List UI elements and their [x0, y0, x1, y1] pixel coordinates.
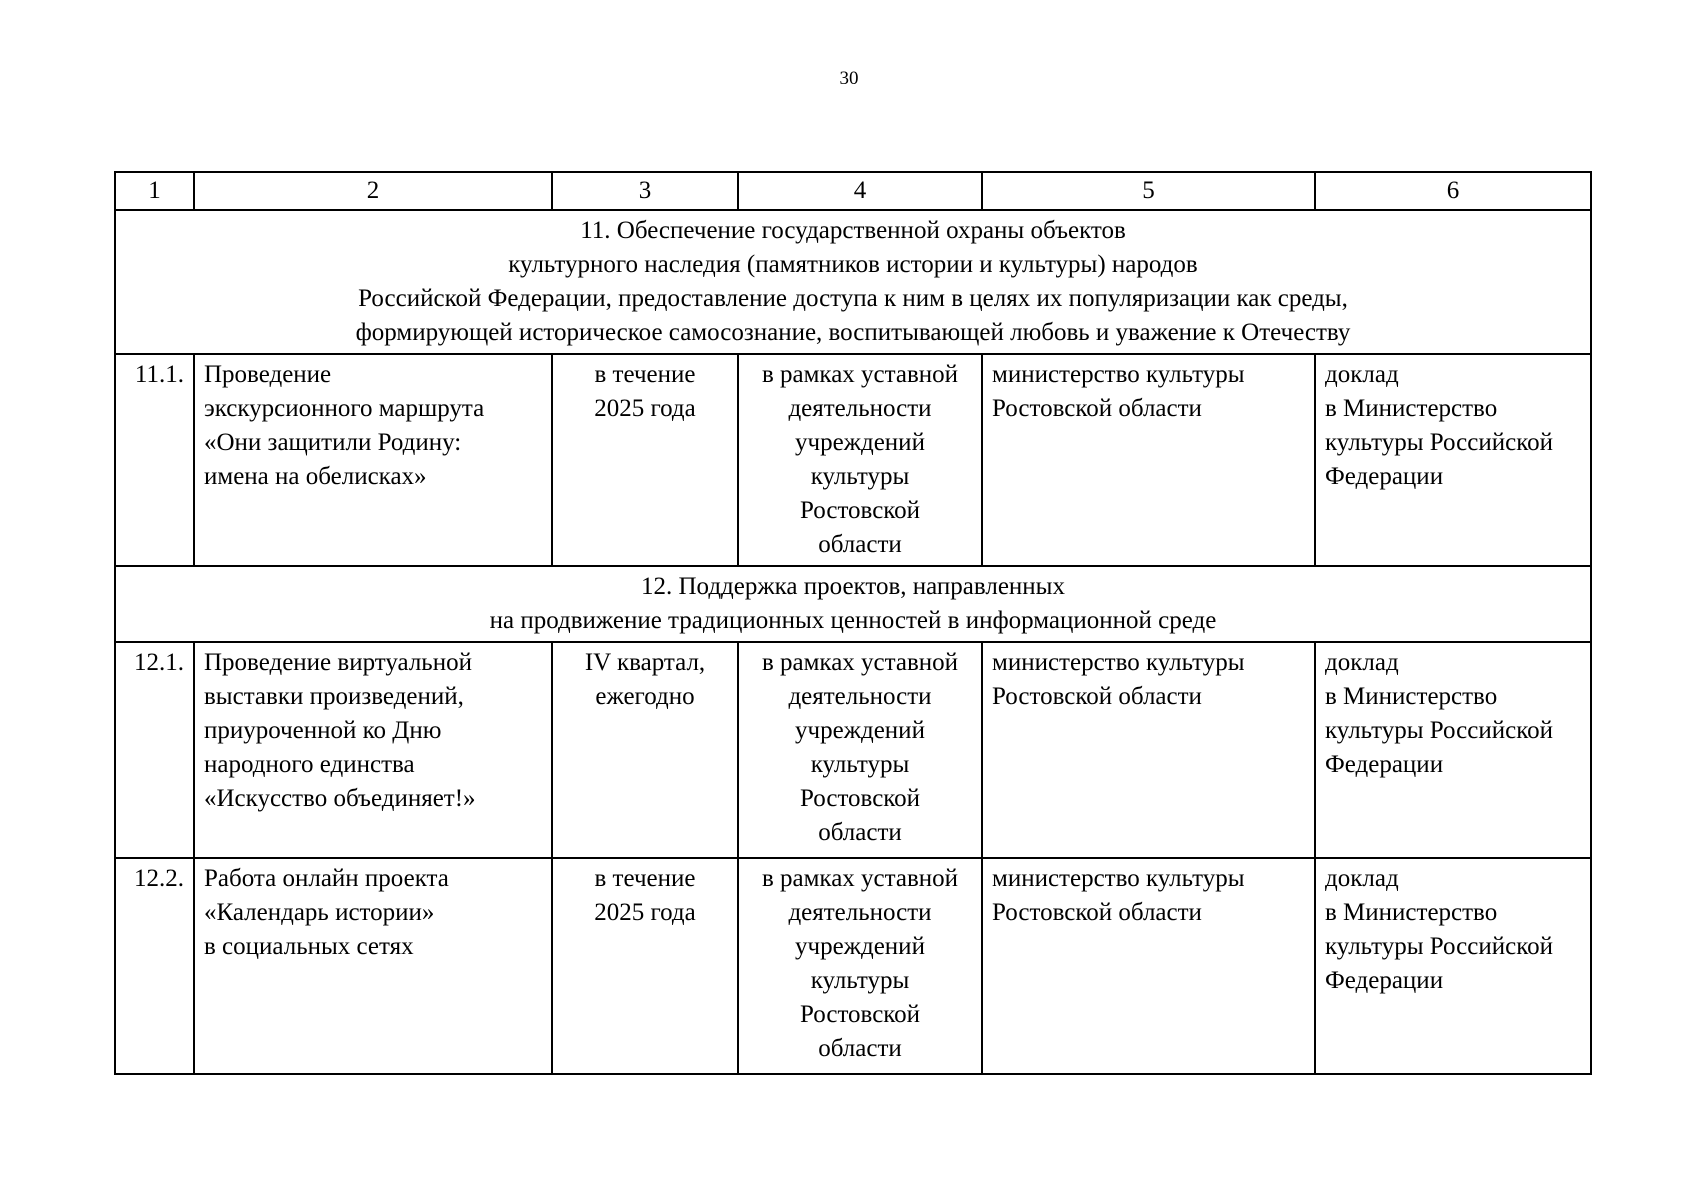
- column-number-6: 6: [1315, 172, 1591, 210]
- event-funding: в рамках уставной деятельности учреждений культуры Ростовской области: [738, 858, 982, 1074]
- event-responsible: министерство культуры Ростовской области: [982, 642, 1315, 858]
- event-name: Проведение экскурсионного маршрута «Они защитили Родину: имена на обелисках»: [194, 354, 552, 566]
- section-title-text: 12. Поддержка проектов, направленных на продвижение традиционных ценностей в информационной среде: [489, 573, 1217, 634]
- event-result: доклад в Министерство культуры Российской Федерации: [1315, 642, 1591, 858]
- section-title-text: 11. Обеспечение государственной охраны объектов культурного наследия (памятников истории и культуры) народов Российской Федерации, предоставление доступа к ним в целях их популяризации как среды, формирующей историческое самосознание, воспитывающей любовь и уважение к Отечеству: [355, 217, 1351, 346]
- event-responsible: министерство культуры Ростовской области: [982, 858, 1315, 1074]
- event-date: в течение 2025 года: [552, 354, 738, 566]
- table-row: [115, 858, 1591, 1074]
- row-number: 11.1.: [115, 354, 194, 566]
- column-number-3: 3: [552, 172, 738, 210]
- event-name: Проведение виртуальной выставки произведений, приуроченной ко Дню народного единства «Искусство объединяет!»: [194, 642, 552, 858]
- section-row-11: [115, 210, 1591, 354]
- table-row: [115, 354, 1591, 566]
- table-row: [115, 642, 1591, 858]
- column-number-2: 2: [194, 172, 552, 210]
- event-result: доклад в Министерство культуры Российской Федерации: [1315, 858, 1591, 1074]
- row-number: 12.1.: [115, 642, 194, 858]
- row-number: 12.2.: [115, 858, 194, 1074]
- event-date: IV квартал, ежегодно: [552, 642, 738, 858]
- page-number: 30: [839, 68, 859, 89]
- column-number-1: 1: [115, 172, 194, 210]
- events-table: [114, 171, 1592, 1075]
- column-number-row: [115, 172, 1591, 210]
- event-date: в течение 2025 года: [552, 858, 738, 1074]
- event-funding: в рамках уставной деятельности учреждений культуры Ростовской области: [738, 354, 982, 566]
- section-row-12: [115, 566, 1591, 642]
- event-result: доклад в Министерство культуры Российской Федерации: [1315, 354, 1591, 566]
- event-responsible: министерство культуры Ростовской области: [982, 354, 1315, 566]
- column-number-5: 5: [982, 172, 1315, 210]
- section-title-12: [115, 566, 1591, 642]
- event-funding: в рамках уставной деятельности учреждений культуры Ростовской области: [738, 642, 982, 858]
- column-number-4: 4: [738, 172, 982, 210]
- section-title-11: [115, 210, 1591, 354]
- event-name: Работа онлайн проекта «Календарь истории» в социальных сетях: [194, 858, 552, 1074]
